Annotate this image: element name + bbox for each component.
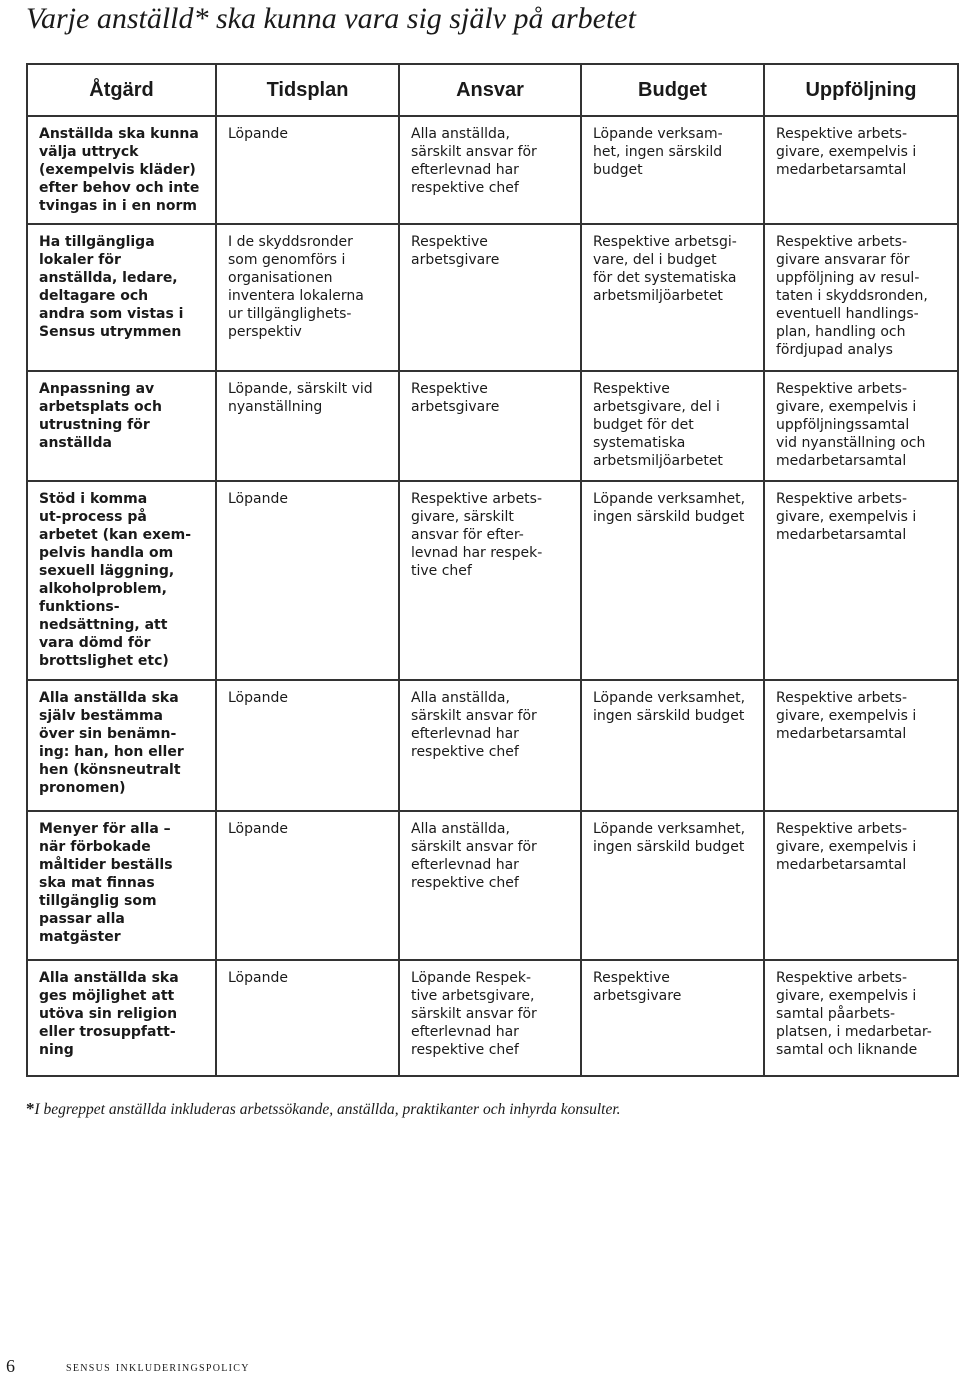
table-header-row	[27, 64, 958, 116]
footnote	[26, 1099, 621, 1120]
cell-atgard: Menyer för alla – när förbokade måltider beställs ska mat finnas tillgänglig som passar alla matgäster	[27, 811, 216, 960]
cell-atgard: Ha tillgängliga lokaler för anställda, ledare, deltagare och andra som vistas i Sensus utrymmen	[27, 224, 216, 371]
cell-budget: Respektive arbetsgi- vare, del i budget för det systematiska arbetsmiljöarbetet	[581, 224, 764, 371]
cell-atgard: Alla anställda ska ges möjlighet att utöva sin religion eller trosuppfatt- ning	[27, 960, 216, 1076]
cell-ansvar: Respektive arbetsgivare	[399, 224, 581, 371]
cell-uppfoljning: Respektive arbets- givare, exempelvis i samtal påarbets- platsen, i medarbetar- samtal och liknande	[764, 960, 958, 1076]
cell-ansvar: Alla anställda, särskilt ansvar för efterlevnad har respektive chef	[399, 680, 581, 811]
cell-atgard: Alla anställda ska själv bestämma över sin benämn- ing: han, hon eller hen (könsneutralt pronomen)	[27, 680, 216, 811]
page-number: 6	[6, 1356, 15, 1376]
header-atgard: Åtgärd	[27, 64, 216, 116]
cell-tidsplan: Löpande	[216, 116, 399, 224]
action-plan-table	[26, 63, 959, 1077]
footnote-text: I begreppet anställda inkluderas arbetssökande, anställda, praktikanter och inhyrda konsulter.	[34, 1101, 621, 1118]
table-row	[27, 680, 958, 811]
cell-uppfoljning: Respektive arbets- givare ansvarar för uppföljning av resul- taten i skyddsronden, eventuell handlings- plan, handling och fördjupad analys	[764, 224, 958, 371]
cell-tidsplan: Löpande	[216, 960, 399, 1076]
header-uppfoljning: Uppföljning	[764, 64, 958, 116]
table-row	[27, 116, 958, 224]
running-footer: sensus inkluderingspolicy	[66, 1360, 250, 1375]
table-row	[27, 481, 958, 680]
cell-budget: Löpande verksamhet, ingen särskild budget	[581, 680, 764, 811]
cell-tidsplan: I de skyddsronder som genomförs i organisationen inventera lokalerna ur tillgänglighets- perspektiv	[216, 224, 399, 371]
footnote-star: *	[26, 1099, 35, 1118]
cell-tidsplan: Löpande	[216, 481, 399, 680]
cell-ansvar: Alla anställda, särskilt ansvar för efterlevnad har respektive chef	[399, 811, 581, 960]
cell-tidsplan: Löpande, särskilt vid nyanställning	[216, 371, 399, 481]
table-row	[27, 371, 958, 481]
cell-budget: Löpande verksamhet, ingen särskild budget	[581, 481, 764, 680]
header-ansvar: Ansvar	[399, 64, 581, 116]
cell-uppfoljning: Respektive arbets- givare, exempelvis i medarbetarsamtal	[764, 811, 958, 960]
cell-tidsplan: Löpande	[216, 680, 399, 811]
cell-ansvar: Löpande Respek- tive arbetsgivare, särskilt ansvar för efterlevnad har respektive chef	[399, 960, 581, 1076]
table-row	[27, 224, 958, 371]
cell-atgard: Anställda ska kunna välja uttryck (exempelvis kläder) efter behov och inte tvingas in i en norm	[27, 116, 216, 224]
cell-ansvar: Respektive arbets- givare, särskilt ansvar för efter- levnad har respek- tive chef	[399, 481, 581, 680]
cell-atgard: Stöd i komma ut-process på arbetet (kan exem- pelvis handla om sexuell läggning, alkoholproblem, funktions- nedsättning, att vara dömd för brottslighet etc)	[27, 481, 216, 680]
cell-uppfoljning: Respektive arbets- givare, exempelvis i medarbetarsamtal	[764, 116, 958, 224]
cell-budget: Respektive arbetsgivare, del i budget för det systematiska arbetsmiljöarbetet	[581, 371, 764, 481]
cell-budget: Löpande verksam- het, ingen särskild budget	[581, 116, 764, 224]
cell-ansvar: Alla anställda, särskilt ansvar för efterlevnad har respektive chef	[399, 116, 581, 224]
cell-uppfoljning: Respektive arbets- givare, exempelvis i medarbetarsamtal	[764, 680, 958, 811]
cell-atgard: Anpassning av arbetsplats och utrustning för anställda	[27, 371, 216, 481]
table-row	[27, 960, 958, 1076]
page-title: Varje anställd* ska kunna vara sig själv på arbetet	[26, 2, 636, 35]
cell-ansvar: Respektive arbetsgivare	[399, 371, 581, 481]
cell-uppfoljning: Respektive arbets- givare, exempelvis i medarbetarsamtal	[764, 481, 958, 680]
table-row	[27, 811, 958, 960]
header-tidsplan: Tidsplan	[216, 64, 399, 116]
cell-budget: Respektive arbetsgivare	[581, 960, 764, 1076]
cell-budget: Löpande verksamhet, ingen särskild budget	[581, 811, 764, 960]
header-budget: Budget	[581, 64, 764, 116]
cell-uppfoljning: Respektive arbets- givare, exempelvis i uppföljningssamtal vid nyanställning och medarbetarsamtal	[764, 371, 958, 481]
cell-tidsplan: Löpande	[216, 811, 399, 960]
